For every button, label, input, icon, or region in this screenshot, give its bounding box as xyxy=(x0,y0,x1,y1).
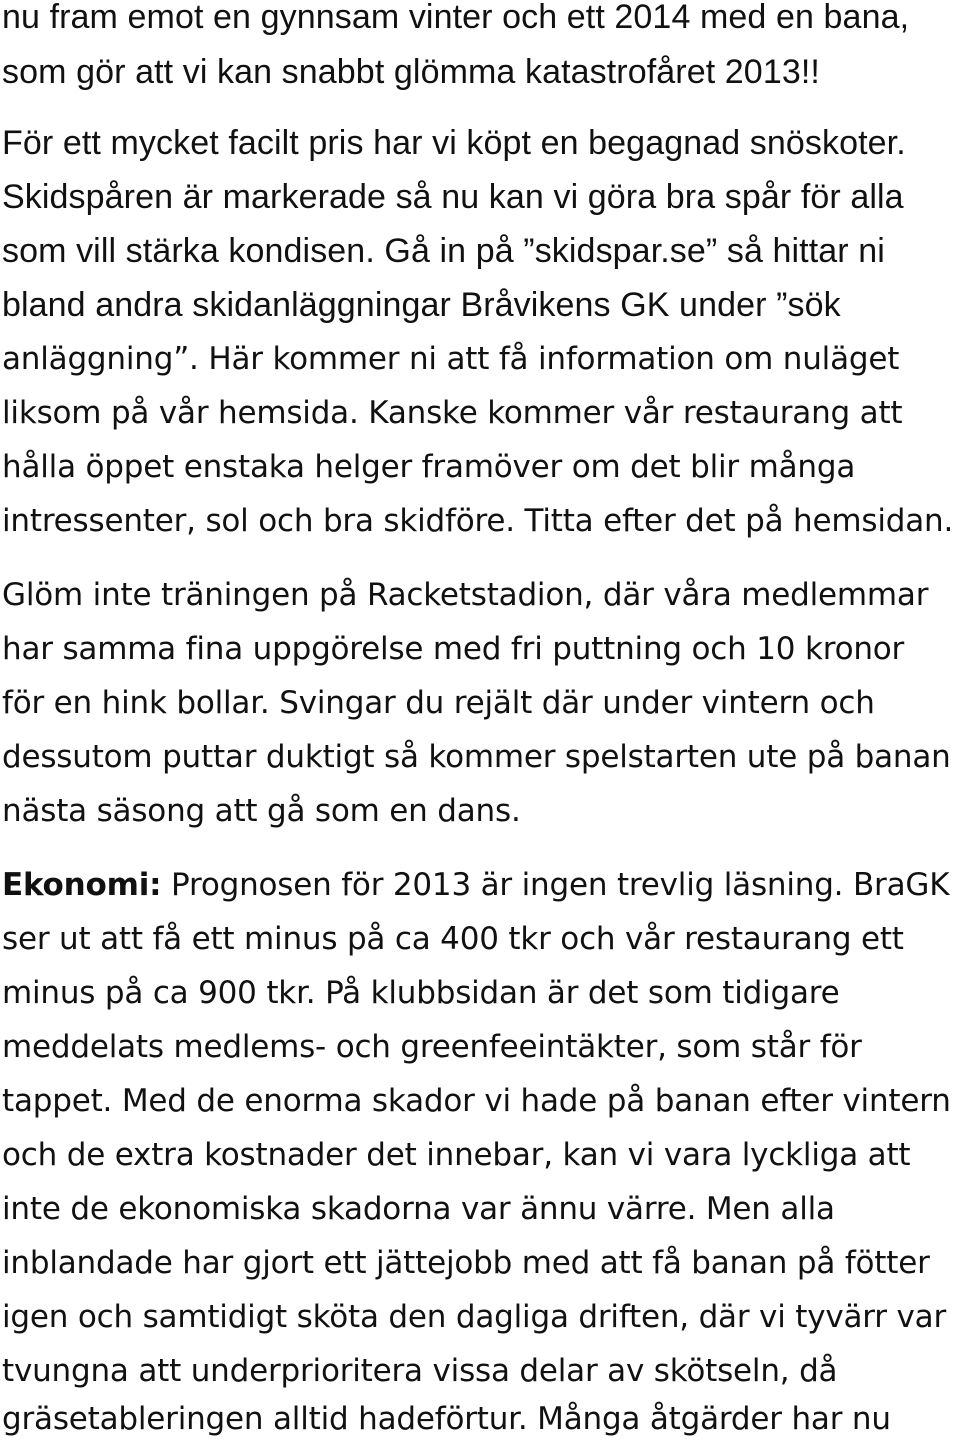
text-line: nu fram emot en gynnsam vinter och ett 2014 med en bana, xyxy=(2,0,910,36)
text-line: liksom på vår hemsida. Kanske kommer vår restaurang att xyxy=(2,395,903,431)
text-line: meddelats medlems- och greenfeeintäkter, som står för xyxy=(2,1029,862,1065)
text-line: inte de ekonomiska skadorna var ännu värre. Men alla xyxy=(2,1191,835,1227)
text-line: Glöm inte träningen på Racketstadion, där våra medlemmar xyxy=(2,577,929,613)
text-line: dessutom puttar duktigt så kommer spelstarten ute på banan xyxy=(2,739,951,775)
text-line: ser ut att få ett minus på ca 400 tkr och vår restaurang ett xyxy=(2,921,904,957)
text-line: gräsetableringen alltid hadeförtur. Många åtgärder har nu xyxy=(2,1401,891,1437)
text-line: nästa säsong att gå som en dans. xyxy=(2,793,521,829)
text-line: som gör att vi kan snabbt glömma katastrofåret 2013!! xyxy=(2,53,820,91)
economy-label: Ekonomi: xyxy=(2,867,162,903)
text-line: tvungna att underprioritera vissa delar av skötseln, då xyxy=(2,1353,838,1389)
text-line: bland andra skidanläggningar Bråvikens GK under ”sök xyxy=(2,286,841,324)
text-line-economy-heading xyxy=(2,867,950,903)
text-line: har samma fina uppgörelse med fri puttning och 10 kronor xyxy=(2,631,905,667)
text-line: Skidspåren är markerade så nu kan vi göra bra spår för alla xyxy=(2,178,904,216)
text-line: inblandade har gjort ett jättejobb med att få banan på fötter xyxy=(2,1245,930,1281)
text-line: tappet. Med de enorma skador vi hade på banan efter vintern xyxy=(2,1083,951,1119)
text-line: igen och samtidigt sköta den dagliga driften, där vi tyvärr var xyxy=(2,1299,946,1335)
text-line: som vill stärka kondisen. Gå in på ”skidspar.se” så hittar ni xyxy=(2,232,885,270)
text-line: För ett mycket facilt pris har vi köpt en begagnad snöskoter. xyxy=(2,124,906,162)
text-line: hålla öppet enstaka helger framöver om det blir många xyxy=(2,449,856,485)
text-line: minus på ca 900 tkr. På klubbsidan är det som tidigare xyxy=(2,975,840,1011)
text-line: för en hink bollar. Svingar du rejält där under vintern och xyxy=(2,685,875,721)
economy-first-line-text: Prognosen för 2013 är ingen trevlig läsning. BraGK xyxy=(161,867,950,903)
text-line: anläggning”. Här kommer ni att få information om nuläget xyxy=(2,341,900,377)
text-line: och de extra kostnader det innebar, kan vi vara lyckliga att xyxy=(2,1137,911,1173)
text-line: intressenter, sol och bra skidföre. Titta efter det på hemsidan. xyxy=(2,503,954,539)
